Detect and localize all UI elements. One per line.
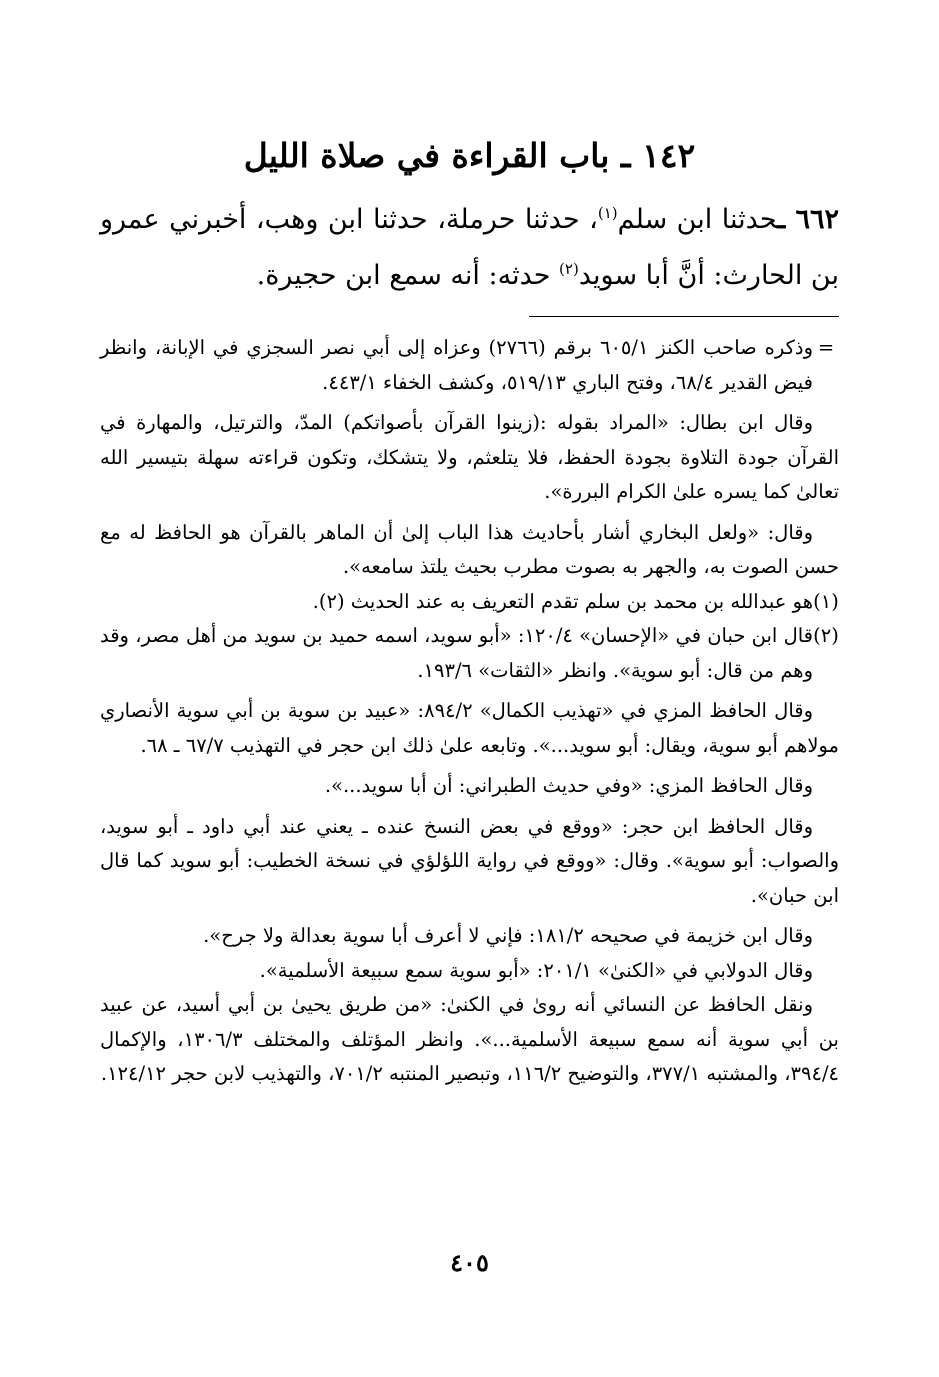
- continuation-mark: =: [817, 336, 835, 359]
- footnote-paragraph: وقال الحافظ المزي: «وفي حديث الطبراني: أن أبا سويد...».: [324, 774, 813, 797]
- footnote-2-mark: (٢): [813, 624, 839, 647]
- footnote-paragraph: وقال ابن بطال: «المراد بقوله :(زينوا القرآن بأصواتكم) المدّ، والترتيل، والمهارة في القرآن جودة التلاوة بجودة الحفظ، فلا يتلعثم، ولا يتشكك، وتكون قراءته سهلة بتيسير الله تعالىٰ كما يسره علىٰ الكرام البررة».: [100, 411, 839, 503]
- chapter-title: ١٤٢ ـ باب القراءة في صلاة الليل: [243, 136, 696, 175]
- footnote-2-text: قال ابن حبان في «الإحسان» ١٢٠/٤: «أبو سويد، اسمه حميد بن سويد من أهل مصر، وقد وهم من قال: أبو سوية». وانظر «الثقات» ١٩٣/٦.: [100, 624, 813, 682]
- hadith-text-part-3: حدثه: أنه سمع ابن حجيرة.: [256, 260, 560, 291]
- footnote-paragraph: وقال ابن خزيمة في صحيحه ١٨١/٢: فإني لا أعرف أبا سوية بعدالة ولا جرح».: [203, 924, 813, 947]
- footnote-paragraph: وقال الدولابي في «الكنىٰ» ٢٠١/١: «أبو سوية سمع سبيعة الأسلمية».: [259, 958, 813, 982]
- footnote-paragraph: ونقل الحافظ عن النسائي أنه روىٰ في الكنىٰ: «من طريق يحيىٰ بن أبي أسيد، عن عبيد بن أبي سوية أنه سمع سبيعة الأسلمية...». وانظر المؤتلف والمختلف ١٣٠٦/٣، والإكمال ٣٩٤/٤، والمشتبه ٣٧٧/١، والتوضيح ١١٦/٢، وتبصير المنتبه ٧٠١/٢، والتهذيب لابن حجر ١٢٤/١٢.: [100, 993, 839, 1085]
- footnote-ref-1[interactable]: (١): [597, 204, 618, 222]
- footnote-paragraph: وقال: «ولعل البخاري أشار بأحاديث هذا الباب إلىٰ أن الماهر بالقرآن هو الحافظ له مع حسن الصوت به، والجهر به بصوت مطرب بحيث يلتذ سامعه».: [100, 520, 839, 578]
- footnote-paragraph: وقال الحافظ المزي في «تهذيب الكمال» ٨٩٤/٢: «عبيد بن سوية بن أبي سوية الأنصاري مولاهم أبو سوية، ويقال: أبو سويد...». وتابعه علىٰ ذلك ابن حجر في التهذيب ٦٧/٧ ـ ٦٨.: [100, 699, 839, 757]
- hadith-text: [100, 192, 839, 304]
- footnote-continuation: [100, 331, 839, 400]
- footnote-2: [100, 619, 839, 688]
- footnote-1: [100, 585, 839, 620]
- hadith-number: ٦٦٢ ـ: [777, 204, 839, 235]
- footnote-1-text: هو عبدالله بن محمد بن سلم تقدم التعريف به عند الحديث (٢).: [312, 589, 813, 613]
- footnote-1-mark: (١): [813, 589, 839, 613]
- footnote-separator: [529, 316, 839, 317]
- footnote-paragraph: وقال الحافظ ابن حجر: «ووقع في بعض النسخ عنده ـ يعني عند أبي داود ـ أبو سويد، والصواب: أبو سوية». وقال: «ووقع في رواية اللؤلؤي في نسخة الخطيب: أبو سويد كما قال ابن حبان».: [100, 814, 839, 907]
- hadith-text-part-1: حدثنا ابن سلم: [617, 204, 778, 235]
- footnote-ref-2[interactable]: (٢): [559, 260, 579, 278]
- footnote-paragraph: وذكره صاحب الكنز ٦٠٥/١ برقم (٢٧٦٦) وعزاه إلى أبي نصر السجزي في الإبانة، وانظر فيض القدير ٦٨/٤، وفتح الباري ٥١٩/١٣، وكشف الخفاء ٤٤٣/١.: [100, 336, 813, 394]
- hadith-text-part-2: ، حدثنا حرملة، حدثنا ابن وهب، أخبرني عمرو بن الحارث: أنَّ أبا سويد: [100, 204, 839, 291]
- page-number: ٤٠٥: [450, 1248, 489, 1277]
- footnotes: [100, 331, 839, 1092]
